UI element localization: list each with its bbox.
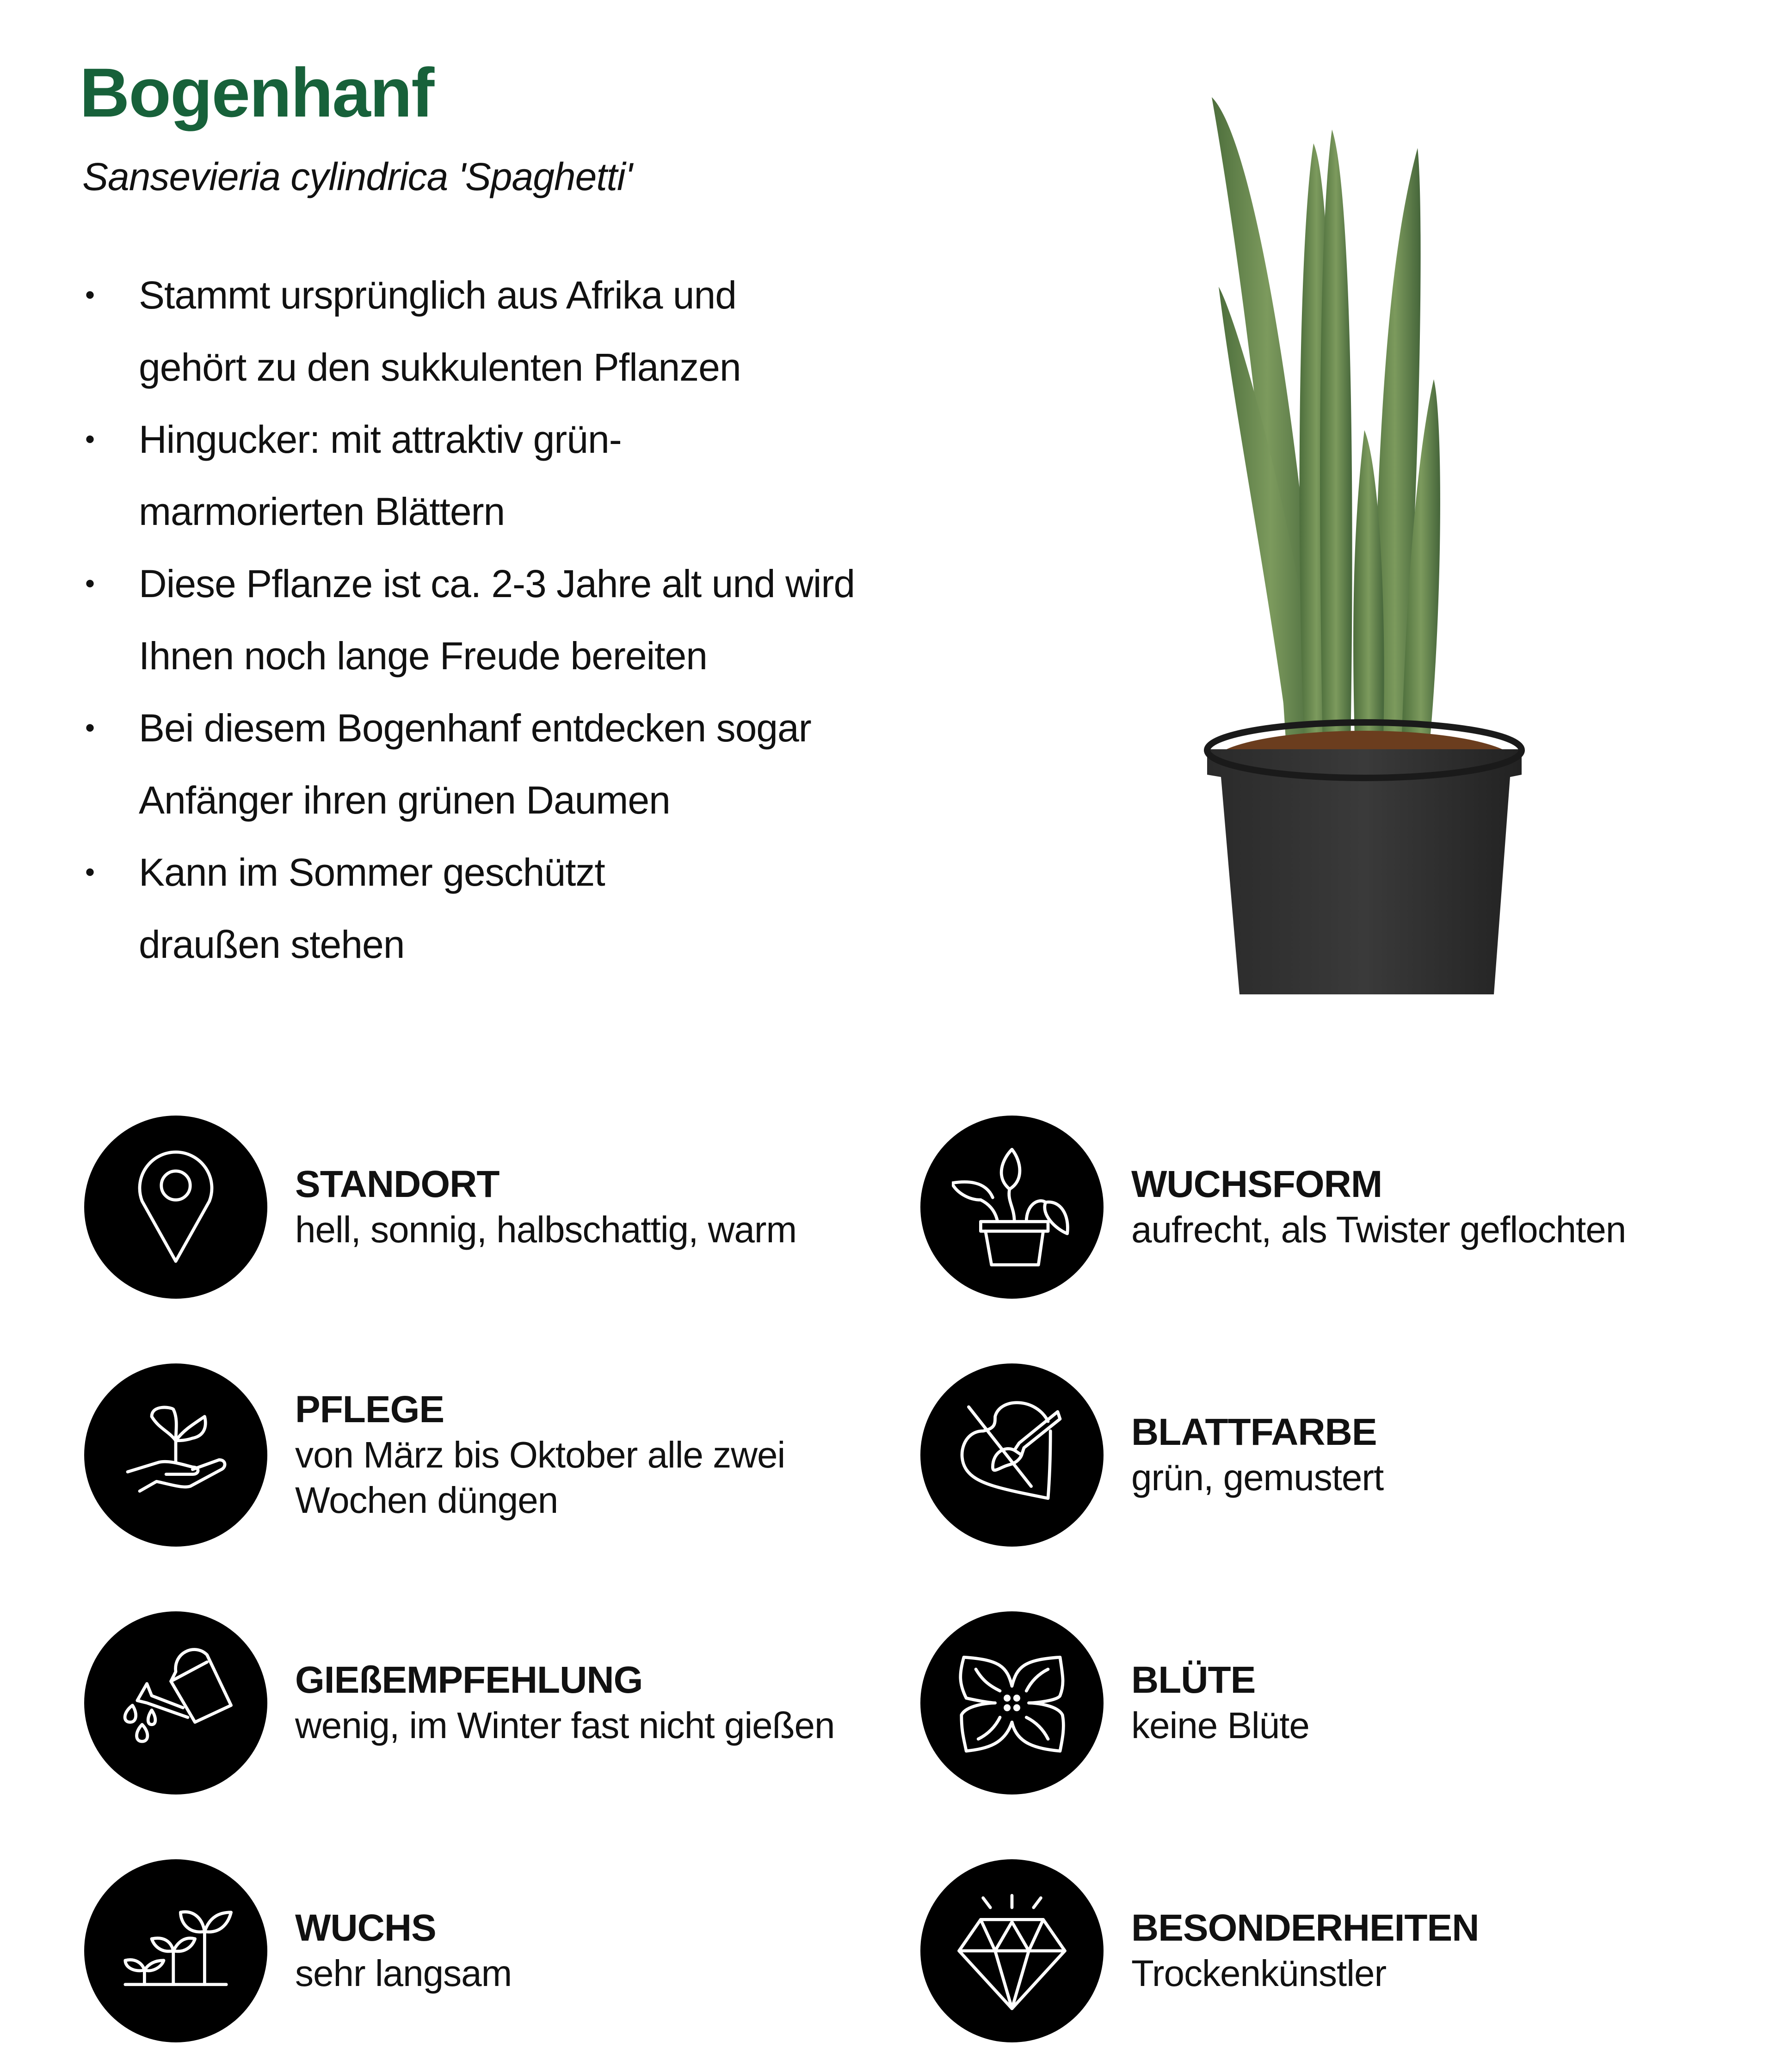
hand-seedling-icon <box>84 1363 267 1547</box>
feature-besonderheiten <box>920 1859 1744 2044</box>
flower-icon <box>920 1611 1104 1794</box>
feature-pflege <box>84 1363 907 1548</box>
feature-value: hell, sonnig, halbschattig, warm <box>295 1209 797 1250</box>
product-image <box>1184 92 1526 1018</box>
bullet-item-continuation: Ihnen noch lange Freude bereiten <box>139 634 707 678</box>
bullet-item: • Hingucker: mit attraktiv grün- <box>79 403 888 475</box>
diamond-icon <box>920 1859 1104 2042</box>
feature-bluete <box>920 1611 1744 1796</box>
bullet-item-continuation: gehört zu den sukkulenten Pflanzen <box>139 345 741 389</box>
bullet-icon: • <box>85 279 95 310</box>
feature-value: aufrecht, als Twister geflochten <box>1131 1209 1626 1250</box>
feature-heading: BESONDERHEITEN <box>1131 1907 1479 1949</box>
feature-heading: WUCHS <box>295 1907 436 1949</box>
bullet-item: • Bei diesem Bogenhanf entdecken sogar <box>79 692 888 764</box>
page-title: Bogenhanf <box>80 54 434 131</box>
feature-value: wenig, im Winter fast nicht gießen <box>295 1705 835 1746</box>
bullet-item-continuation: marmorierten Blättern <box>139 490 505 533</box>
location-pin-icon <box>84 1116 267 1299</box>
feature-heading: GIEßEMPFEHLUNG <box>295 1659 643 1701</box>
bullet-icon: • <box>85 568 95 599</box>
bullet-item: • Stammt ursprünglich aus Afrika und <box>79 259 888 331</box>
bullet-item-continuation: draußen stehen <box>139 923 405 966</box>
feature-giessempfehlung <box>84 1611 907 1796</box>
plant-photo-icon <box>1184 92 1526 1018</box>
feature-heading: STANDORT <box>295 1163 500 1205</box>
botanical-name: Sansevieria cylindrica 'Spaghetti' <box>82 155 632 198</box>
feature-bullet-list <box>79 259 888 980</box>
feature-value: keine Blüte <box>1131 1705 1309 1746</box>
bullet-item: • Kann im Sommer geschützt <box>79 836 888 908</box>
growing-sprouts-icon <box>84 1859 267 2042</box>
feature-heading: BLATTFARBE <box>1131 1411 1377 1453</box>
feature-wuchs <box>84 1859 907 2044</box>
feature-heading: BLÜTE <box>1131 1659 1256 1701</box>
feature-value: von März bis Oktober alle zwei <box>295 1434 785 1475</box>
bullet-icon: • <box>85 712 95 743</box>
leaf-paintbrush-icon <box>920 1363 1104 1547</box>
feature-wuchsform <box>920 1116 1744 1301</box>
bullet-item-continuation: Anfänger ihren grünen Daumen <box>139 778 670 822</box>
feature-heading: PFLEGE <box>295 1388 444 1431</box>
feature-value: grün, gemustert <box>1131 1457 1384 1498</box>
bullet-icon: • <box>85 424 95 455</box>
feature-heading: WUCHSFORM <box>1131 1163 1382 1205</box>
potted-plant-icon <box>920 1116 1104 1299</box>
bullet-item: • Diese Pflanze ist ca. 2-3 Jahre alt und wird <box>79 548 888 620</box>
feature-blattfarbe <box>920 1363 1744 1548</box>
watering-can-icon <box>84 1611 267 1794</box>
feature-value: Wochen düngen <box>295 1480 558 1521</box>
feature-value: Trockenkünstler <box>1131 1953 1387 1994</box>
feature-value: sehr langsam <box>295 1953 512 1994</box>
feature-standort <box>84 1116 907 1301</box>
bullet-icon: • <box>85 857 95 888</box>
